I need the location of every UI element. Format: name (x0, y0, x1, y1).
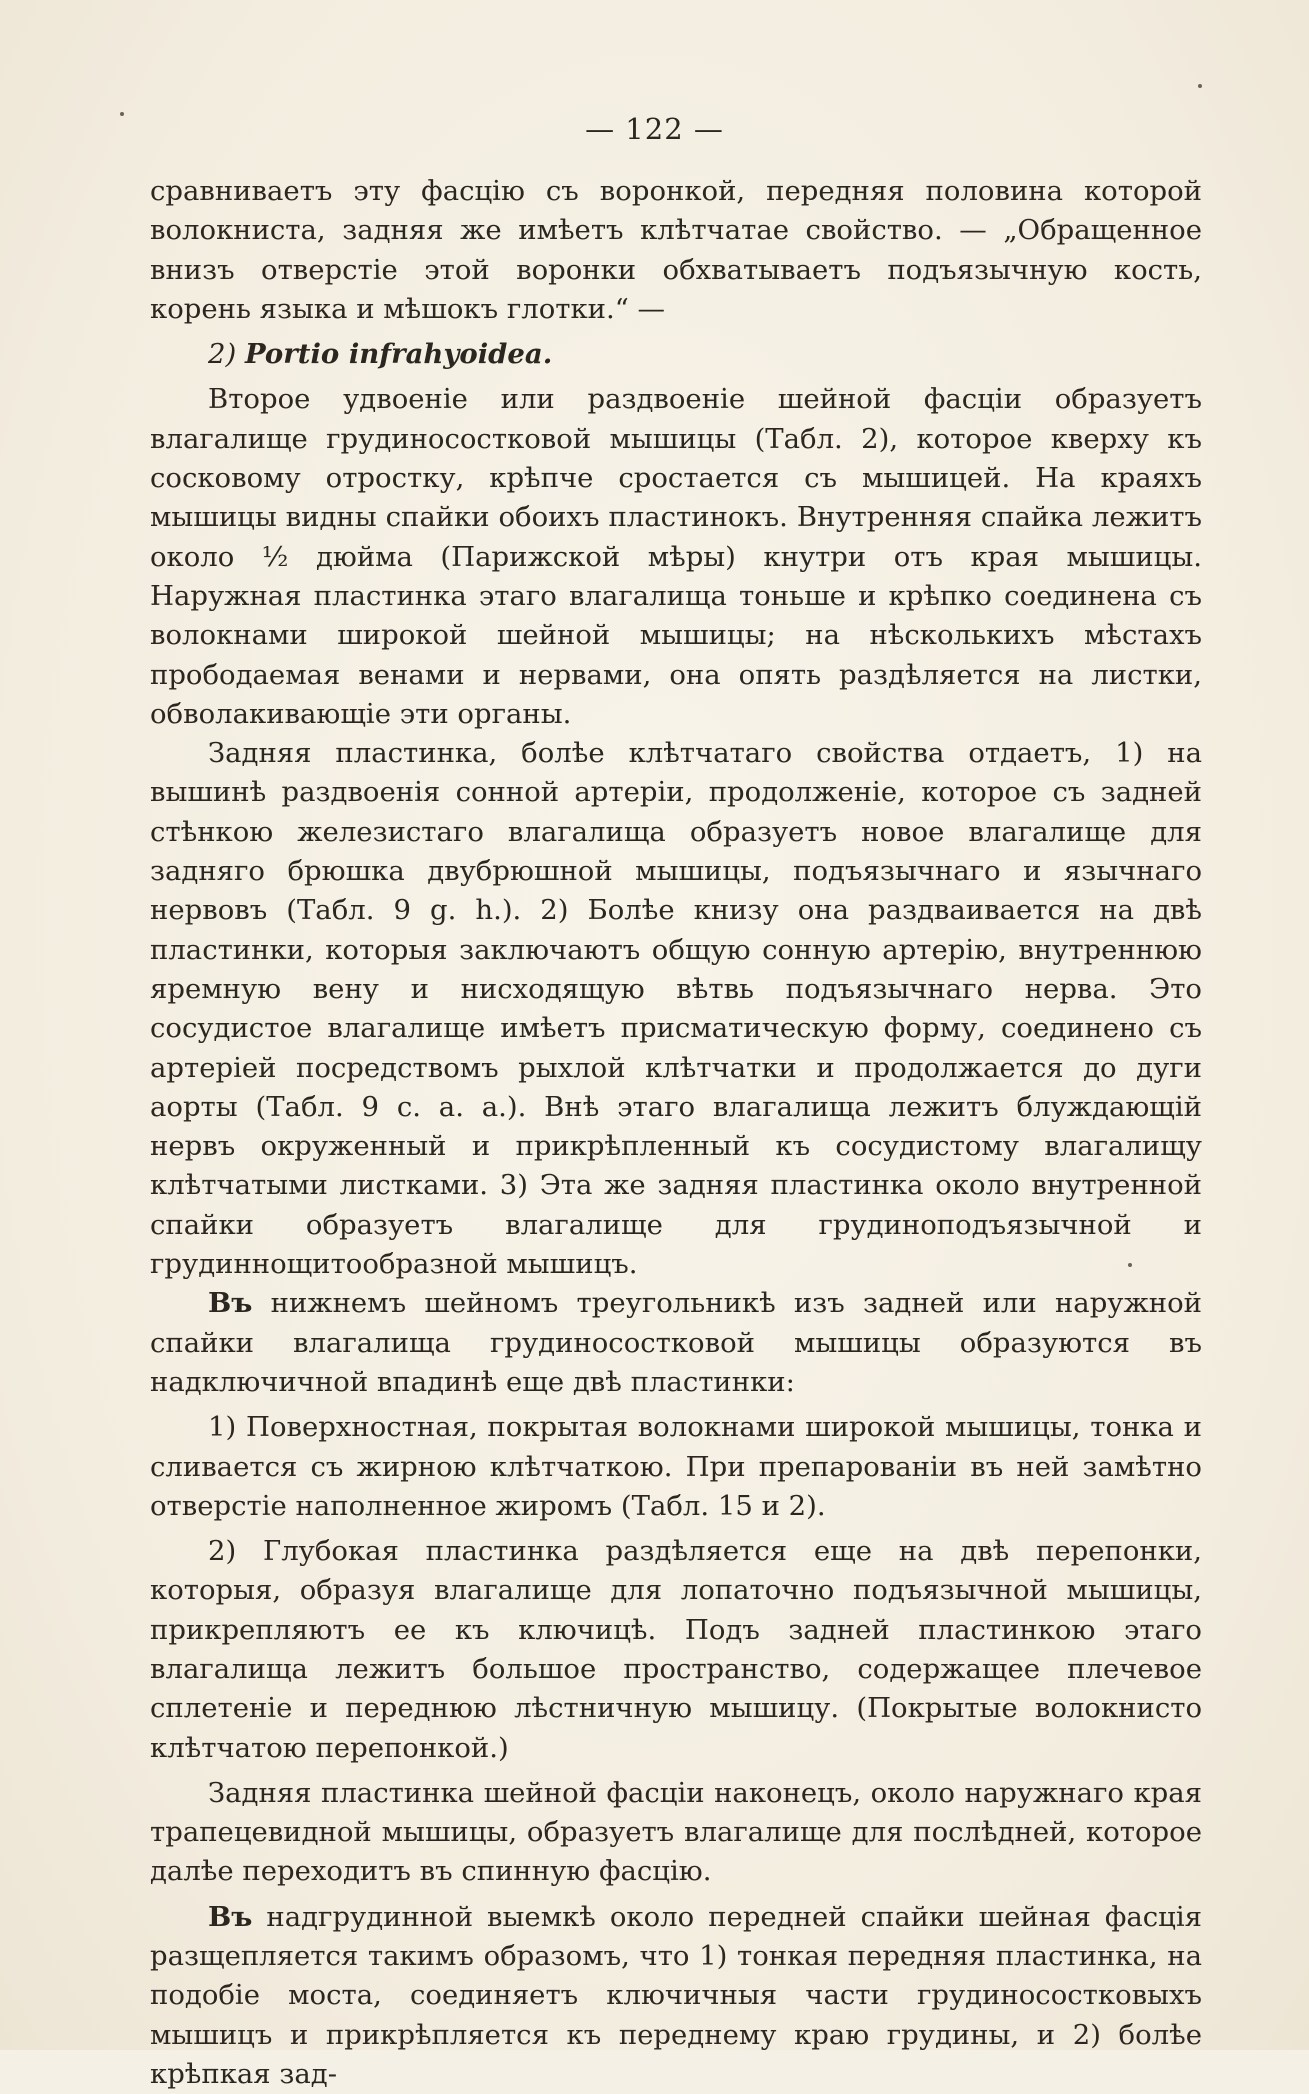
paragraph (150, 1284, 1202, 1402)
section-heading (150, 335, 1202, 374)
paragraph: Задняя пластинка, болѣе клѣтчатаго свойства отдаетъ, 1) на вышинѣ раздвоенія сонной артеріи, продолженіе, которое съ задней стѣнкою железистаго влагалища образуетъ новое влагалище для задняго брюшка двубрюшной мышицы, подъязычнаго и язычнаго нервовъ (Табл. 9 g. h.). 2) Болѣе книзу она раздваивается на двѣ пластинки, которыя заключаютъ общую сонную артерію, внутреннюю яремную вену и нисходящую вѣтвь подъязычнаго нерва. Это сосудистое влагалище имѣетъ присматическую форму, соединено съ артеріей посредствомъ рыхлой клѣтчатки и продолжается до дуги аорты (Табл. 9 c. a. a.). Внѣ этаго влагалища лежитъ блуждающій нервъ окруженный и прикрѣпленный къ сосудистому влагалищу клѣтчатыми листками. 3) Эта же задняя пластинка около внутренной спайки образуетъ влагалище для грудиноподъязычной и грудиннощитообразной мышицъ. (150, 737, 1202, 1281)
paragraph: сравниваетъ эту фасцію съ воронкой, передняя половина которой волокниста, задняя же имѣетъ клѣтчатае свойство. — „Обращенное внизъ отверстіе этой воронки обхватываетъ подъязычную кость, корень языка и мѣшокъ глотки.“ — (150, 175, 1202, 325)
section-number: 2) (208, 338, 237, 371)
paper-speck (1198, 84, 1202, 88)
paragraph-text: надгрудинной выемкѣ около передней спайки шейная фасція разщепляется такимъ образомъ, что 1) тонкая передняя пластинка, на подобіе моста, соединяетъ ключичныя части грудиносостковыхъ мышицъ и прикрѣпляется къ переднему краю грудины, и 2) болѣе крѣпкая зад- (150, 1900, 1202, 2090)
paragraph-lead: Въ (208, 1287, 253, 1320)
paragraph-lead: Въ (208, 1900, 253, 1933)
paragraph: Второе удвоеніе или раздвоеніе шейной фасціи образуетъ влагалище грудиносостковой мышицы (Табл. 2), которое кверху къ сосковому отростку, крѣпче сростается съ мышицей. На краяхъ мышицы видны спайки обоихъ пластинокъ. Внутренняя спайка лежитъ около ½ дюйма (Парижской мѣры) кнутри отъ края мышицы. Наружная пластинка этаго влагалища тоньше и крѣпко соединена съ волокнами широкой шейной мышицы; на нѣсколькихъ мѣстахъ прободаемая венами и нервами, она опять раздѣляется на листки, обволакивающіе эти органы. (150, 383, 1202, 730)
paragraph-text: нижнемъ шейномъ треугольникѣ изъ задней или наружной спайки влагалища грудиносостковой мышицы образуются въ надключичной впадинѣ еще двѣ пластинки: (150, 1287, 1202, 1398)
document-body (150, 172, 1202, 2094)
section-title-latin: Portio infrahyoidea. (244, 338, 553, 371)
paragraph: 1) Поверхностная, покрытая волокнами широкой мышицы, тонка и сливается съ жирною клѣтчаткою. При препарованіи въ ней замѣтно отверстіе наполненное жиромъ (Табл. 15 и 2). (150, 1411, 1202, 1522)
paragraph (150, 1898, 1202, 2094)
paragraph: Задняя пластинка шейной фасціи наконецъ, около наружнаго края трапецевидной мышицы, образуетъ влагалище для послѣдней, которое далѣе переходитъ въ спинную фасцію. (150, 1776, 1202, 1888)
page-number: — 122 — (585, 112, 724, 146)
paragraph: 2) Глубокая пластинка раздѣляется еще на двѣ перепонки, которыя, образуя влагалище для лопаточно подъязычной мышицы, прикрепляютъ ее къ ключицѣ. Подъ задней пластинкою этаго влагалища лежитъ большое пространство, содержащее плечевое сплетеніе и переднюю лѣстничную мышицу. (Покрытые волокнисто клѣтчатою перепонкой.) (150, 1535, 1202, 1764)
